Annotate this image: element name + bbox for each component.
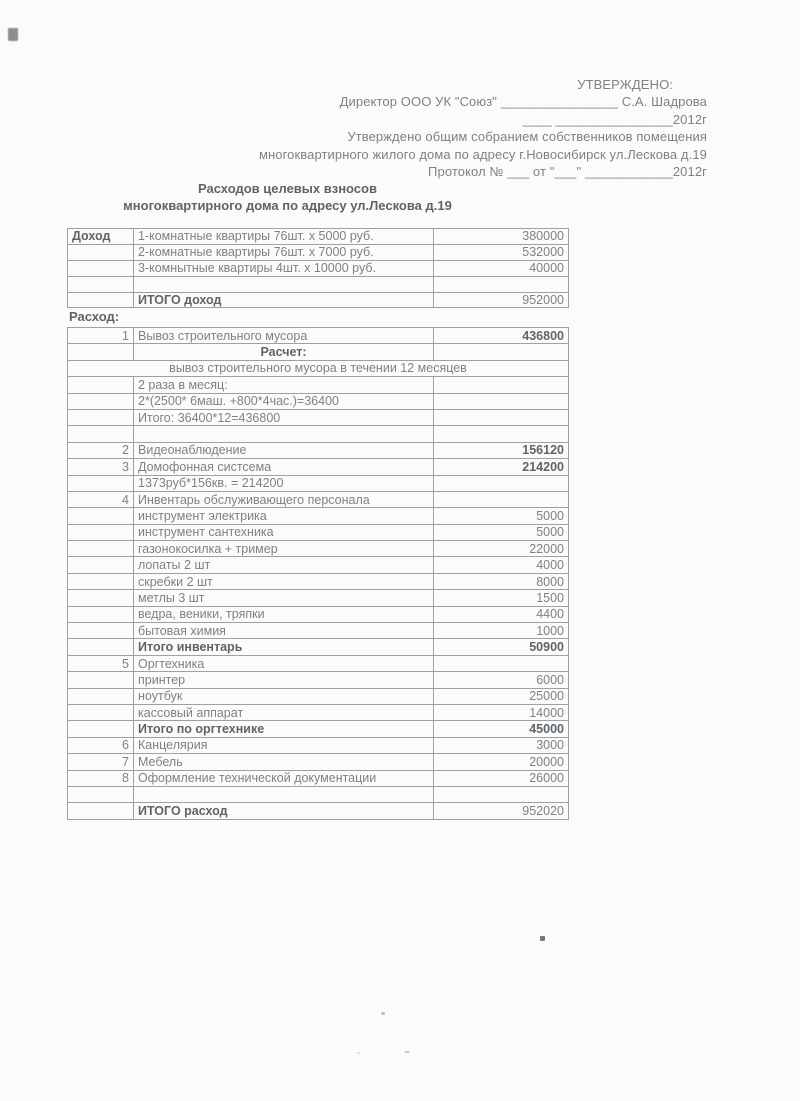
row-number-cell xyxy=(68,688,134,704)
amount-cell: 4400 xyxy=(434,606,569,622)
row-label-cell xyxy=(68,292,134,308)
approval-header xyxy=(259,76,707,180)
table-row xyxy=(68,655,569,671)
table-row xyxy=(68,541,569,557)
amount-cell: 6000 xyxy=(434,672,569,688)
scan-speck xyxy=(357,1052,360,1054)
amount-cell: 1500 xyxy=(434,590,569,606)
amount-cell xyxy=(434,344,569,360)
description-cell: Инвентарь обслуживающего персонала xyxy=(134,491,434,507)
row-number-cell xyxy=(68,541,134,557)
description-cell: ведра, веники, тряпки xyxy=(134,606,434,622)
description-cell: 1373руб*156кв. = 214200 xyxy=(134,475,434,491)
row-label-cell xyxy=(68,276,134,292)
row-number-cell: 3 xyxy=(68,459,134,475)
amount-cell xyxy=(434,786,569,802)
amount-cell: 26000 xyxy=(434,770,569,786)
row-label-cell xyxy=(68,244,134,260)
description-cell: газонокосилка + тример xyxy=(134,541,434,557)
document-title xyxy=(0,181,575,215)
description-cell: бытовая химия xyxy=(134,623,434,639)
amount-cell: 952000 xyxy=(434,292,569,308)
amount-cell xyxy=(434,475,569,491)
amount-cell: 22000 xyxy=(434,541,569,557)
description-cell: 2 раза в месяц: xyxy=(134,377,434,393)
income-table xyxy=(67,228,569,308)
row-number-cell xyxy=(68,672,134,688)
description-cell xyxy=(134,276,434,292)
description-cell: 2-комнатные квартиры 76шт. х 7000 руб. xyxy=(134,244,434,260)
table-row xyxy=(68,688,569,704)
table-row xyxy=(68,344,569,360)
table-row xyxy=(68,672,569,688)
row-number-cell: 4 xyxy=(68,491,134,507)
table-row xyxy=(68,770,569,786)
amount-cell: 380000 xyxy=(434,229,569,245)
description-cell: Канцелярия xyxy=(134,737,434,753)
description-cell: Вывоз строительного мусора xyxy=(134,328,434,344)
description-cell: Итого: 36400*12=436800 xyxy=(134,409,434,425)
director-signature-line: Директор ООО УК "Союз" ________________ С.А. Шадрова xyxy=(339,94,707,110)
merged-note-cell: вывоз строительного мусора в течении 12 месяцев xyxy=(68,360,569,376)
title-line-2: многоквартирного дома по адресу ул.Лескова д.19 xyxy=(123,197,452,213)
table-row xyxy=(68,508,569,524)
row-number-cell xyxy=(68,704,134,720)
scan-speck xyxy=(404,1051,410,1053)
amount-cell: 14000 xyxy=(434,704,569,720)
row-number-cell xyxy=(68,426,134,442)
row-number-cell xyxy=(68,409,134,425)
table-row xyxy=(68,737,569,753)
row-number-cell xyxy=(68,557,134,573)
table-row xyxy=(68,229,569,245)
amount-cell xyxy=(434,409,569,425)
amount-cell: 40000 xyxy=(434,260,569,276)
row-number-cell xyxy=(68,475,134,491)
description-cell: инструмент электрика xyxy=(134,508,434,524)
table-row xyxy=(68,426,569,442)
table-row xyxy=(68,704,569,720)
income-table-body xyxy=(68,229,569,308)
amount-cell: 3000 xyxy=(434,737,569,753)
row-number-cell xyxy=(68,623,134,639)
description-cell: скребки 2 шт xyxy=(134,573,434,589)
amount-cell: 25000 xyxy=(434,688,569,704)
row-number-cell xyxy=(68,377,134,393)
table-row xyxy=(68,754,569,770)
table-row xyxy=(68,276,569,292)
row-number-cell xyxy=(68,524,134,540)
description-cell xyxy=(134,786,434,802)
description-cell: 2*(2500* 6маш. +800*4час.)=36400 xyxy=(134,393,434,409)
table-row xyxy=(68,328,569,344)
amount-cell xyxy=(434,426,569,442)
description-cell: Оргтехника xyxy=(134,655,434,671)
amount-cell: 5000 xyxy=(434,524,569,540)
table-row xyxy=(68,606,569,622)
amount-cell xyxy=(434,655,569,671)
row-label-cell xyxy=(68,260,134,276)
table-row xyxy=(68,442,569,458)
table-row xyxy=(68,786,569,802)
description-cell: Видеонаблюдение xyxy=(134,442,434,458)
amount-cell xyxy=(434,393,569,409)
row-number-cell: 6 xyxy=(68,737,134,753)
table-row xyxy=(68,573,569,589)
amount-cell: 1000 xyxy=(434,623,569,639)
description-cell: 1-комнатные квартиры 76шт. х 5000 руб. xyxy=(134,229,434,245)
description-cell: Итого инвентарь xyxy=(134,639,434,655)
table-row xyxy=(68,524,569,540)
table-row xyxy=(68,409,569,425)
date-blank-line: ____ ________________2012г xyxy=(522,111,707,127)
scan-corner-artifact xyxy=(8,28,18,41)
row-number-cell: 7 xyxy=(68,754,134,770)
table-row xyxy=(68,360,569,376)
amount-cell: 50900 xyxy=(434,639,569,655)
description-cell: кассовый аппарат xyxy=(134,704,434,720)
description-cell: Расчет: xyxy=(134,344,434,360)
table-row xyxy=(68,260,569,276)
row-number-cell xyxy=(68,639,134,655)
table-row xyxy=(68,721,569,737)
row-number-cell xyxy=(68,590,134,606)
table-row xyxy=(68,639,569,655)
row-number-cell xyxy=(68,786,134,802)
row-number-cell: 2 xyxy=(68,442,134,458)
amount-cell xyxy=(434,377,569,393)
amount-cell xyxy=(434,276,569,292)
table-row xyxy=(68,393,569,409)
amount-cell: 532000 xyxy=(434,244,569,260)
table-row xyxy=(68,623,569,639)
row-number-cell xyxy=(68,344,134,360)
row-number-cell xyxy=(68,393,134,409)
amount-cell: 5000 xyxy=(434,508,569,524)
row-number-cell xyxy=(68,573,134,589)
amount-cell: 156120 xyxy=(434,442,569,458)
description-cell: ИТОГО расход xyxy=(134,803,434,819)
row-number-cell: 8 xyxy=(68,770,134,786)
row-label-cell: Доход xyxy=(68,229,134,245)
approved-label: УТВЕРЖДЕНО: xyxy=(577,77,673,92)
amount-cell: 8000 xyxy=(434,573,569,589)
amount-cell: 20000 xyxy=(434,754,569,770)
row-number-cell xyxy=(68,508,134,524)
building-address-line: многоквартирного жилого дома по адресу г.Новосибирск ул.Лескова д.19 xyxy=(258,146,707,162)
row-number-cell xyxy=(68,721,134,737)
amount-cell: 952020 xyxy=(434,803,569,819)
amount-cell: 214200 xyxy=(434,459,569,475)
table-row xyxy=(68,590,569,606)
row-number-cell xyxy=(68,606,134,622)
table-row xyxy=(68,803,569,819)
description-cell: Оформление технической документации xyxy=(134,770,434,786)
table-row xyxy=(68,377,569,393)
description-cell: Домофонная систсема xyxy=(134,459,434,475)
description-cell: Мебель xyxy=(134,754,434,770)
table-row xyxy=(68,475,569,491)
description-cell: ноутбук xyxy=(134,688,434,704)
row-number-cell xyxy=(68,803,134,819)
table-row xyxy=(68,459,569,475)
description-cell xyxy=(134,426,434,442)
row-number-cell: 1 xyxy=(68,328,134,344)
scan-speck xyxy=(381,1012,385,1015)
expense-table-body xyxy=(68,328,569,820)
description-cell: метлы 3 шт xyxy=(134,590,434,606)
expense-table xyxy=(67,327,569,820)
table-row xyxy=(68,491,569,507)
table-row xyxy=(68,557,569,573)
description-cell: принтер xyxy=(134,672,434,688)
title-line-1: Расходов целевых взносов xyxy=(198,181,377,196)
description-cell: 3-комнытные квартиры 4шт. х 10000 руб. xyxy=(134,260,434,276)
expense-section-label: Расход: xyxy=(69,309,120,324)
amount-cell: 436800 xyxy=(434,328,569,344)
table-row xyxy=(68,244,569,260)
description-cell: ИТОГО доход xyxy=(134,292,434,308)
row-number-cell: 5 xyxy=(68,655,134,671)
amount-cell: 4000 xyxy=(434,557,569,573)
description-cell: лопаты 2 шт xyxy=(134,557,434,573)
table-row xyxy=(68,292,569,308)
description-cell: Итого по оргтехнике xyxy=(134,721,434,737)
description-cell: инструмент сантехника xyxy=(134,524,434,540)
amount-cell: 45000 xyxy=(434,721,569,737)
scan-speck xyxy=(540,936,545,941)
meeting-approval-line: Утверждено общим собранием собственников помещения xyxy=(347,129,707,145)
amount-cell xyxy=(434,491,569,507)
protocol-line: Протокол № ___ от "___" ____________2012г xyxy=(428,164,707,180)
